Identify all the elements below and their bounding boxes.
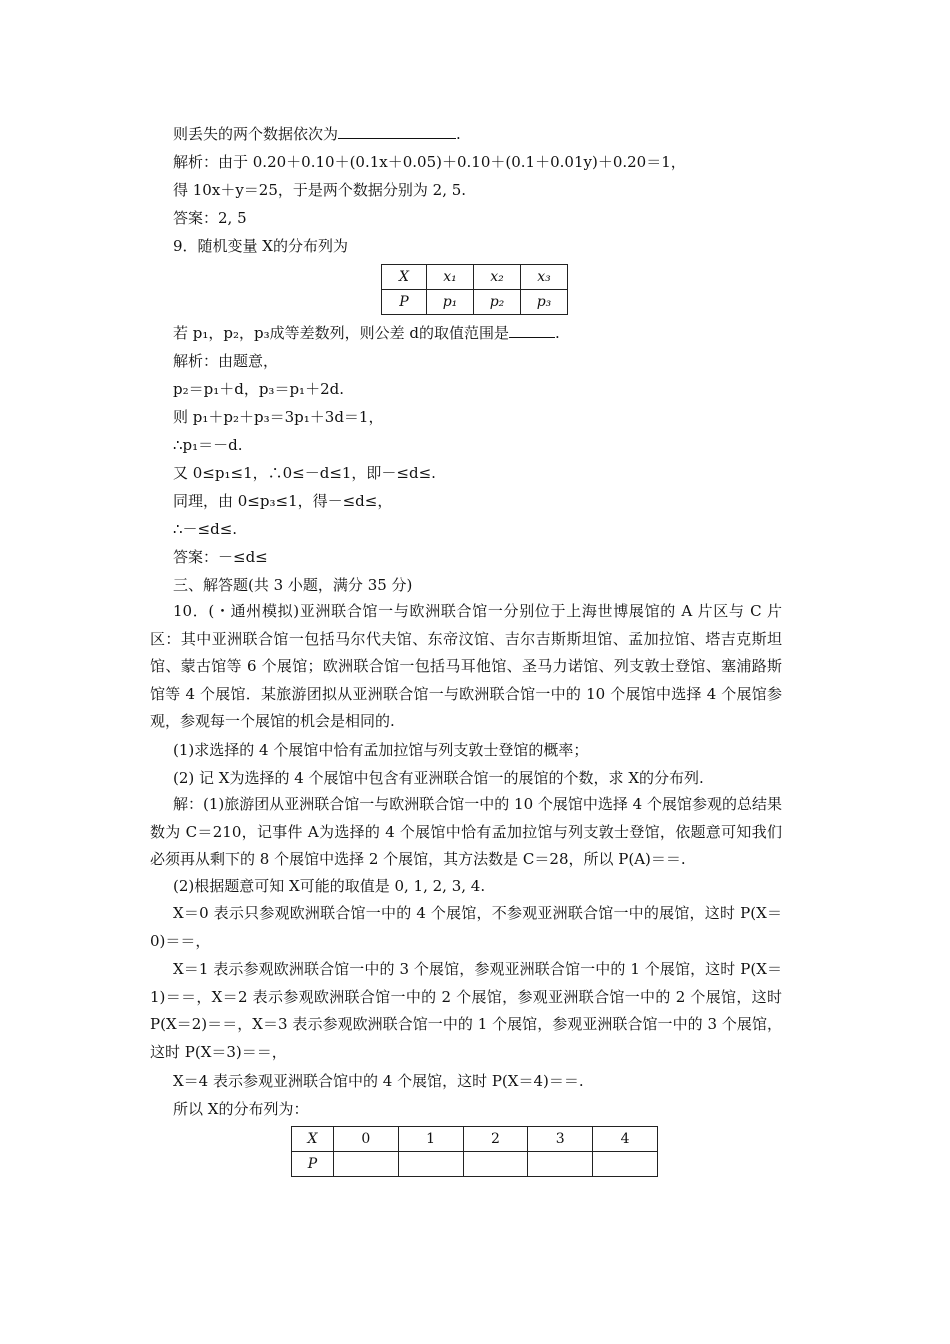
table-cell xyxy=(398,1152,463,1177)
table-cell: P xyxy=(307,1156,318,1172)
distribution-table-1 xyxy=(381,264,568,315)
question-10-part1: (1)求选择的 4 个展馆中恰有孟加拉馆与列支敦士登馆的概率； xyxy=(173,741,589,759)
solution-case-0: X＝0 表示只参观欧洲联合馆一中的 4 个展馆，不参观亚洲联合馆一中的展馆，这时 P(X＝0)＝＝， xyxy=(150,904,782,950)
table-cell: x₃ xyxy=(537,269,551,285)
solution-cases-1-3: X＝1 表示参观欧洲联合馆一中的 3 个展馆，参观亚洲联合馆一中的 1 个展馆，这时 P(X＝1)＝＝，X＝2 表示参观欧洲联合馆一中的 2 个展馆，参观亚洲联合馆一中的 2 个展馆，这时 P(X＝2)＝＝，X＝3 表示参观欧洲联合馆一中的 1 个展馆，参观亚洲联合馆一中的 3 个展馆，这时 P(X＝3)＝＝， xyxy=(150,960,782,1061)
table-cell: p₂ xyxy=(489,294,505,310)
table-cell: 2 xyxy=(463,1127,528,1152)
table-row xyxy=(382,265,568,290)
question-8-tail xyxy=(173,124,461,144)
table-cell xyxy=(463,1152,528,1177)
answer-blank xyxy=(509,323,555,338)
table-row xyxy=(292,1127,658,1152)
table-cell: p₁ xyxy=(442,294,458,310)
solution-line: 又 0≤p₁≤1，∴0≤－d≤1，即－≤d≤. xyxy=(173,464,436,482)
solution-part2-intro: (2)根据题意可知 X可能的取值是 0, 1, 2, 3, 4. xyxy=(173,877,486,895)
solution-line: 得 10x＋y＝25，于是两个数据分别为 2, 5. xyxy=(173,181,467,199)
table-cell xyxy=(528,1152,593,1177)
table-row xyxy=(382,290,568,315)
solution-line: p₂＝p₁＋d，p₃＝p₁＋2d. xyxy=(173,380,344,398)
solution-case-4: X＝4 表示参观亚洲联合馆中的 4 个展馆，这时 P(X＝4)＝＝. xyxy=(173,1072,584,1090)
solution-line: 解析：由题意， xyxy=(173,352,279,370)
table-cell: p₃ xyxy=(536,294,552,310)
question-9-title: 9．随机变量 X的分布列为 xyxy=(173,237,348,255)
table-cell: X xyxy=(307,1131,318,1147)
question-10-part2: (2) 记 X为选择的 4 个展馆中包含有亚洲联合馆一的展馆的个数，求 X的分布列. xyxy=(173,769,704,787)
solution-line: ∴－≤d≤. xyxy=(173,520,238,538)
answer-line: 答案：－≤d≤ xyxy=(173,548,268,566)
period: . xyxy=(555,324,560,342)
table-cell: 1 xyxy=(398,1127,463,1152)
section-heading: 三、解答题(共 3 小题，满分 35 分) xyxy=(173,576,413,594)
solution-line: 解析：由于 0.20＋0.10＋(0.1x＋0.05)＋0.10＋(0.1＋0.01y)＋0.20＝1， xyxy=(173,153,686,171)
solution-line: 同理，由 0≤p₃≤1，得－≤d≤， xyxy=(173,492,393,510)
answer-blank xyxy=(338,124,456,139)
question-9-condition xyxy=(173,323,560,343)
table-cell xyxy=(593,1152,658,1177)
table-row xyxy=(292,1152,658,1177)
question-text: 若 p₁，p₂，p₃成等差数列，则公差 d的取值范围是 xyxy=(173,324,509,342)
table-cell: x₂ xyxy=(490,269,504,285)
question-10-text: 10．(・通州模拟)亚洲联合馆一与欧洲联合馆一分别位于上海世博展馆的 A 片区与 C 片区：其中亚洲联合馆一包括马尔代夫馆、东帝汶馆、吉尔吉斯斯坦馆、孟加拉馆、塔吉克斯坦馆、蒙古馆等 6 个展馆；欧洲联合馆一包括马耳他馆、圣马力诺馆、列支敦士登馆、塞浦路斯馆等 4 个展馆．某旅游团拟从亚洲联合馆一与欧洲联合馆一中的 10 个展馆中选择 4 个展馆参观，参观每一个展馆的机会是相同的. xyxy=(150,602,782,731)
table-cell: x₁ xyxy=(443,269,457,285)
table-cell xyxy=(333,1152,398,1177)
table-cell: 4 xyxy=(593,1127,658,1152)
table-cell: X xyxy=(399,269,409,285)
solution-line: 则 p₁＋p₂＋p₃＝3p₁＋3d＝1， xyxy=(173,408,384,426)
answer-line: 答案：2, 5 xyxy=(173,209,247,227)
solution-line: ∴p₁＝－d. xyxy=(173,436,243,454)
period: . xyxy=(456,125,461,143)
distribution-table-2 xyxy=(291,1126,658,1177)
distribution-intro: 所以 X的分布列为： xyxy=(173,1100,309,1118)
table-cell: 0 xyxy=(333,1127,398,1152)
question-text: 则丢失的两个数据依次为 xyxy=(173,125,339,143)
solution-part1: 解：(1)旅游团从亚洲联合馆一与欧洲联合馆一中的 10 个展馆中选择 4 个展馆参观的总结果数为 C＝210，记事件 A为选择的 4 个展馆中恰有孟加拉馆与列支敦士登馆，依题意可知我们必须再从剩下的 8 个展馆中选择 2 个展馆，其方法数是 C＝28，所以 P(A)＝＝. xyxy=(150,795,782,869)
table-cell: P xyxy=(399,294,409,310)
table-cell: 3 xyxy=(528,1127,593,1152)
